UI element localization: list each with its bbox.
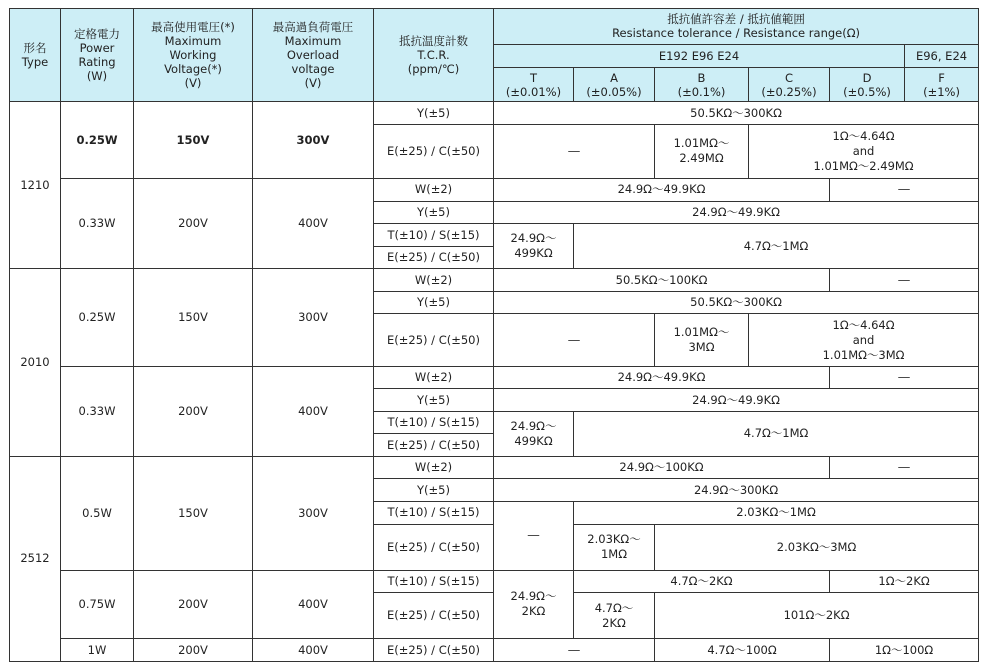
range-cell: 4.7Ω～1MΩ — [574, 411, 979, 456]
range-cell: 24.9Ω～49.9KΩ — [494, 366, 830, 389]
header-max-working-voltage: 最高使用電圧(*) Maximum Working Voltage(*) (V) — [134, 9, 253, 102]
range-cell: 1Ω～4.64Ω and 1.01MΩ～3MΩ — [749, 314, 979, 366]
range-cell: 1.01MΩ～ 2.49MΩ — [655, 124, 749, 178]
tcr-cell: W(±2) — [374, 456, 494, 479]
header-col-b: B (±0.1%) — [655, 68, 749, 102]
range-cell: 2.03KΩ～ 1MΩ — [574, 524, 655, 570]
power-cell: 1W — [61, 639, 134, 662]
range-cell: 1Ω～100Ω — [830, 639, 979, 662]
type-cell: 2512 — [10, 456, 61, 661]
header-col-c: C (±0.25%) — [749, 68, 830, 102]
voltage-cell: 150V — [134, 456, 253, 570]
range-cell: 1Ω～4.64Ω and 1.01MΩ～2.49MΩ — [749, 124, 979, 178]
header-col-f: F (±1%) — [905, 68, 979, 102]
tcr-cell: E(±25) / C(±50) — [374, 434, 494, 457]
range-cell: 50.5KΩ～300KΩ — [494, 291, 979, 314]
header-max-overload-voltage: 最高過負荷電圧 Maximum Overload voltage (V) — [253, 9, 374, 102]
tcr-cell: Y(±5) — [374, 479, 494, 502]
range-cell: 4.7Ω～100Ω — [655, 639, 830, 662]
overload-cell: 300V — [253, 102, 374, 179]
tcr-cell: T(±10) / S(±15) — [374, 570, 494, 593]
tcr-cell: Y(±5) — [374, 201, 494, 224]
range-cell: 1Ω～2KΩ — [830, 570, 979, 593]
range-cell: 50.5KΩ～300KΩ — [494, 102, 979, 125]
tcr-cell: T(±10) / S(±15) — [374, 224, 494, 247]
power-cell: 0.25W — [61, 269, 134, 366]
power-cell: 0.5W — [61, 456, 134, 570]
range-cell: 24.9Ω～ 499KΩ — [494, 224, 574, 269]
voltage-cell: 200V — [134, 639, 253, 662]
header-col-t: T (±0.01%) — [494, 68, 574, 102]
tcr-cell: Y(±5) — [374, 291, 494, 314]
header-resistance-tolerance: 抵抗値許容差 / 抵抗値範囲 Resistance tolerance / Resistance range(Ω) — [494, 9, 979, 45]
range-cell: 2.03KΩ～1MΩ — [574, 501, 979, 524]
dash-cell: ― — [494, 314, 655, 366]
header-series-e192: E192 E96 E24 — [494, 44, 905, 68]
tcr-cell: E(±25) / C(±50) — [374, 639, 494, 662]
voltage-cell: 200V — [134, 179, 253, 269]
type-cell: 1210 — [10, 102, 61, 269]
dash-cell: ― — [830, 269, 979, 292]
dash-cell: ― — [494, 124, 655, 178]
tcr-cell: E(±25) / C(±50) — [374, 593, 494, 639]
tcr-cell: T(±10) / S(±15) — [374, 411, 494, 434]
tcr-cell: E(±25) / C(±50) — [374, 314, 494, 366]
overload-cell: 400V — [253, 366, 374, 456]
dash-cell: ― — [494, 639, 655, 662]
overload-cell: 400V — [253, 639, 374, 662]
range-cell: 4.7Ω～2KΩ — [574, 570, 830, 593]
range-cell: 50.5KΩ～100KΩ — [494, 269, 830, 292]
range-cell: 4.7Ω～1MΩ — [574, 224, 979, 269]
tcr-cell: E(±25) / C(±50) — [374, 124, 494, 178]
overload-cell: 400V — [253, 570, 374, 639]
power-cell: 0.75W — [61, 570, 134, 639]
voltage-cell: 200V — [134, 366, 253, 456]
tcr-cell: W(±2) — [374, 179, 494, 202]
voltage-cell: 200V — [134, 570, 253, 639]
type-cell: 2010 — [10, 269, 61, 457]
voltage-cell: 150V — [134, 269, 253, 366]
tcr-cell: E(±25) / C(±50) — [374, 246, 494, 269]
range-cell: 24.9Ω～300KΩ — [494, 479, 979, 502]
dash-cell: ― — [830, 456, 979, 479]
tcr-cell: W(±2) — [374, 366, 494, 389]
header-power-rating: 定格電力 Power Rating (W) — [61, 9, 134, 102]
header-col-a: A (±0.05%) — [574, 68, 655, 102]
dash-cell: ― — [830, 179, 979, 202]
power-cell: 0.33W — [61, 179, 134, 269]
range-cell: 24.9Ω～49.9KΩ — [494, 201, 979, 224]
voltage-cell: 150V — [134, 102, 253, 179]
tcr-cell: Y(±5) — [374, 102, 494, 125]
header-tcr: 抵抗温度計数 T.C.R. (ppm/℃) — [374, 9, 494, 102]
header-series-e96: E96, E24 — [905, 44, 979, 68]
tcr-cell: T(±10) / S(±15) — [374, 501, 494, 524]
header-type: 形名 Type — [10, 9, 61, 102]
tcr-cell: W(±2) — [374, 269, 494, 292]
range-cell: 24.9Ω～ 2KΩ — [494, 570, 574, 639]
overload-cell: 300V — [253, 269, 374, 366]
range-cell: 24.9Ω～ 499KΩ — [494, 411, 574, 456]
power-cell: 0.25W — [61, 102, 134, 179]
range-cell: 2.03KΩ～3MΩ — [655, 524, 979, 570]
tcr-cell: E(±25) / C(±50) — [374, 524, 494, 570]
tcr-cell: Y(±5) — [374, 389, 494, 412]
header-col-d: D (±0.5%) — [830, 68, 905, 102]
overload-cell: 300V — [253, 456, 374, 570]
range-cell: 24.9Ω～49.9KΩ — [494, 179, 830, 202]
range-cell: 101Ω～2KΩ — [655, 593, 979, 639]
dash-cell: ― — [830, 366, 979, 389]
range-cell: 24.9Ω～49.9KΩ — [494, 389, 979, 412]
power-cell: 0.33W — [61, 366, 134, 456]
resistor-spec-table — [9, 8, 979, 662]
range-cell: 4.7Ω～ 2KΩ — [574, 593, 655, 639]
overload-cell: 400V — [253, 179, 374, 269]
range-cell: 24.9Ω～100KΩ — [494, 456, 830, 479]
dash-cell: ― — [494, 501, 574, 570]
range-cell: 1.01MΩ～ 3MΩ — [655, 314, 749, 366]
